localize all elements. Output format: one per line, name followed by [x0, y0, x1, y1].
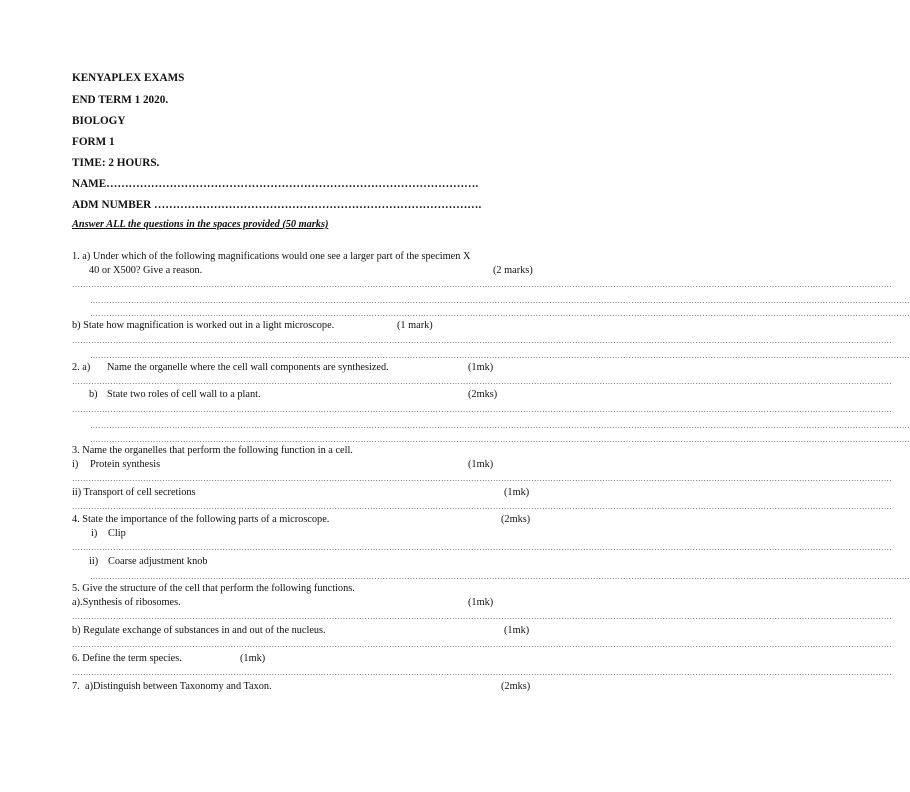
q5-text: 5. Give the structure of the cell that perform the following functions. — [72, 583, 355, 594]
answer-line: ………………………………………………………………………………………………………………………………………………………………………………………………………………………………………………………………………… — [90, 296, 910, 305]
q3i-text: Protein synthesis — [90, 459, 161, 470]
q6-marks: (1mk) — [240, 653, 266, 664]
answer-line: ………………………………………………………………………………………………………………………………………………………………………………………………………………………………………………………………………… — [72, 336, 892, 345]
answer-line: ………………………………………………………………………………………………………………………………………………………………………………………………………………………………………………………………………… — [90, 572, 910, 581]
adm-number-field: ADM NUMBER ……………………………………………………………………………. — [72, 199, 482, 211]
answer-line: ………………………………………………………………………………………………………………………………………………………………………………………………………………………………………………………………………… — [72, 612, 892, 621]
exam-form: FORM 1 — [72, 136, 115, 148]
q7-number: 7. — [72, 681, 80, 692]
q3i-marks: (1mk) — [468, 459, 494, 470]
exam-org: KENYAPLEX EXAMS — [72, 72, 185, 84]
exam-time: TIME: 2 HOURS. — [72, 157, 160, 169]
q7-marks: (2mks) — [501, 681, 531, 692]
answer-line: ………………………………………………………………………………………………………………………………………………………………………………………………………………………………………………………………………… — [72, 502, 892, 511]
answer-line: ………………………………………………………………………………………………………………………………………………………………………………………………………………………………………………………………………… — [72, 377, 892, 386]
q1b-marks: (1 mark) — [397, 320, 433, 331]
q4i-text: Clip — [108, 528, 126, 539]
q5a-text: a).Synthesis of ribosomes. — [72, 597, 181, 608]
q7-text: a)Distinguish between Taxonomy and Taxon. — [85, 681, 272, 692]
q5b-marks: (1mk) — [504, 625, 530, 636]
q6-text: 6. Define the term species. — [72, 653, 182, 664]
exam-subject: BIOLOGY — [72, 115, 126, 127]
q3-text: 3. Name the organelles that perform the following function in a cell. — [72, 445, 353, 456]
answer-line: ………………………………………………………………………………………………………………………………………………………………………………………………………………………………………………………………………… — [90, 351, 910, 360]
q5b-text: b) Regulate exchange of substances in and out of the nucleus. — [72, 625, 326, 636]
answer-line: ………………………………………………………………………………………………………………………………………………………………………………………………………………………………………………………………………… — [72, 543, 892, 552]
instructions: Answer ALL the questions in the spaces provided (50 marks) — [72, 219, 329, 230]
q2a-number: 2. a) — [72, 362, 91, 373]
name-field: NAME………………………………………………………………………………………. — [72, 178, 479, 190]
q3ii-text: ii) Transport of cell secretions — [72, 487, 196, 498]
answer-line: ………………………………………………………………………………………………………………………………………………………………………………………………………………………………………………………………………… — [72, 668, 892, 677]
q4-marks: (2mks) — [501, 514, 531, 525]
q2a-text: Name the organelle where the cell wall components are synthesized. — [107, 362, 389, 373]
answer-line: ………………………………………………………………………………………………………………………………………………………………………………………………………………………………………………………………………… — [90, 421, 910, 430]
q4-text: 4. State the importance of the following parts of a microscope. — [72, 514, 330, 525]
answer-line: ………………………………………………………………………………………………………………………………………………………………………………………………………………………………………………………………………… — [72, 640, 892, 649]
answer-line: ………………………………………………………………………………………………………………………………………………………………………………………………………………………………………………………………………… — [72, 280, 892, 289]
q2b-marks: (2mks) — [468, 389, 498, 400]
q4ii-number: ii) — [89, 556, 99, 567]
q4ii-text: Coarse adjustment knob — [108, 556, 208, 567]
q1a-marks: (2 marks) — [493, 265, 533, 276]
answer-line: ………………………………………………………………………………………………………………………………………………………………………………………………………………………………………………………………………… — [72, 405, 892, 414]
q1b-text: b) State how magnification is worked out in a light microscope. — [72, 320, 335, 331]
q3i-number: i) — [72, 459, 79, 470]
q2b-number: b) — [89, 389, 98, 400]
q2b-text: State two roles of cell wall to a plant. — [107, 389, 261, 400]
q2a-marks: (1mk) — [468, 362, 494, 373]
q4i-number: i) — [91, 528, 98, 539]
answer-line: ………………………………………………………………………………………………………………………………………………………………………………………………………………………………………………………………………… — [90, 435, 910, 444]
exam-term: END TERM 1 2020. — [72, 94, 169, 106]
q1a-text-line1: 1. a) Under which of the following magnifications would one see a larger part of the specimen X — [72, 251, 471, 262]
q3ii-marks: (1mk) — [504, 487, 530, 498]
answer-line: ………………………………………………………………………………………………………………………………………………………………………………………………………………………………………………………………………… — [72, 474, 892, 483]
answer-line: ………………………………………………………………………………………………………………………………………………………………………………………………………………………………………………………………………… — [90, 309, 910, 318]
q5a-marks: (1mk) — [468, 597, 494, 608]
q1a-text-line2: 40 or X500? Give a reason. — [89, 265, 203, 276]
